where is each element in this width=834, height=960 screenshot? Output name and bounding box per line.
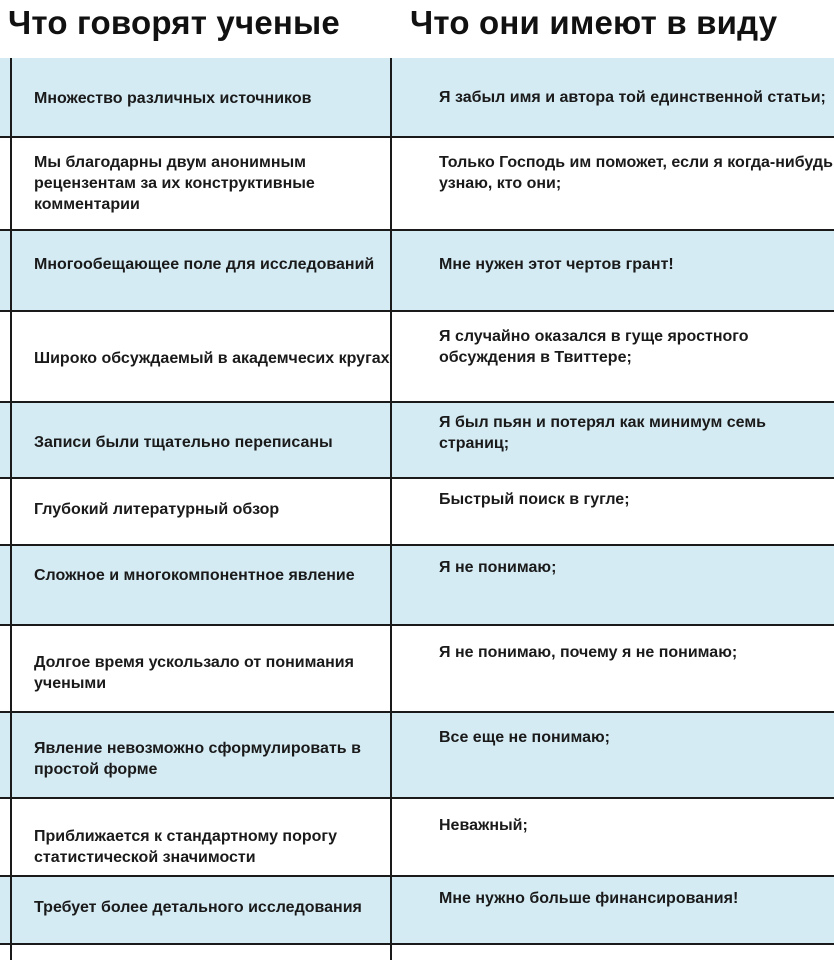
- said-cell: Явление невозможно сформулировать в простой форме: [34, 740, 361, 778]
- column-header-meant: Что они имеют в виду: [410, 4, 778, 41]
- table-row: [0, 403, 834, 479]
- table-row: [0, 58, 834, 138]
- table-row: [0, 799, 834, 877]
- meant-cell: Только Господь им поможет, если я когда-нибудь узнаю, кто они;: [439, 154, 833, 192]
- meant-cell: Все еще не понимаю;: [439, 729, 610, 746]
- table-row: [0, 546, 834, 626]
- said-cell: Долгое время ускользало от понимания учеными: [34, 654, 354, 692]
- said-cell: Широко обсуждаемый в академчесих кругах: [34, 350, 390, 367]
- meant-cell: Я не понимаю, почему я не понимаю;: [439, 644, 738, 661]
- table-left-border: [10, 58, 12, 960]
- meant-cell: Я случайно оказался в гуще яростного обсуждения в Твиттере;: [439, 328, 749, 366]
- table-row: [0, 479, 834, 546]
- table-row: [0, 877, 834, 945]
- said-cell: Мы благодарны двум анонимным рецензентам за их конструктивные комментарии: [34, 154, 315, 213]
- table-row: [0, 231, 834, 312]
- column-header-said: Что говорят ученые: [8, 4, 340, 41]
- said-cell: Приближается к стандартному порогу статистической значимости: [34, 828, 337, 866]
- said-cell: Сложное и многокомпонентное явление: [34, 567, 355, 584]
- table-row: [0, 713, 834, 799]
- meant-cell: Мне нужен этот чертов грант!: [439, 256, 674, 273]
- said-cell: Глубокий литературный обзор: [34, 501, 280, 518]
- meant-cell: Неважный;: [439, 817, 528, 834]
- comparison-table: [0, 58, 834, 960]
- meant-cell: Я забыл имя и автора той единственной статьи;: [439, 89, 826, 106]
- said-cell: Требует более детального исследования: [34, 899, 362, 916]
- said-cell: Записи были тщательно переписаны: [34, 434, 333, 451]
- table-row: [0, 138, 834, 231]
- meant-cell: Быстрый поиск в гугле;: [439, 491, 630, 508]
- meant-cell: Я был пьян и потерял как минимум семь страниц;: [439, 414, 766, 452]
- table-row: [0, 312, 834, 403]
- meant-cell: Мне нужно больше финансирования!: [439, 890, 739, 907]
- table-header: [0, 0, 834, 58]
- column-divider: [390, 58, 392, 960]
- said-cell: Многообещающее поле для исследований: [34, 256, 375, 273]
- said-cell: Множество различных источников: [34, 90, 312, 107]
- table-row: [0, 626, 834, 713]
- meant-cell: Я не понимаю;: [439, 559, 557, 576]
